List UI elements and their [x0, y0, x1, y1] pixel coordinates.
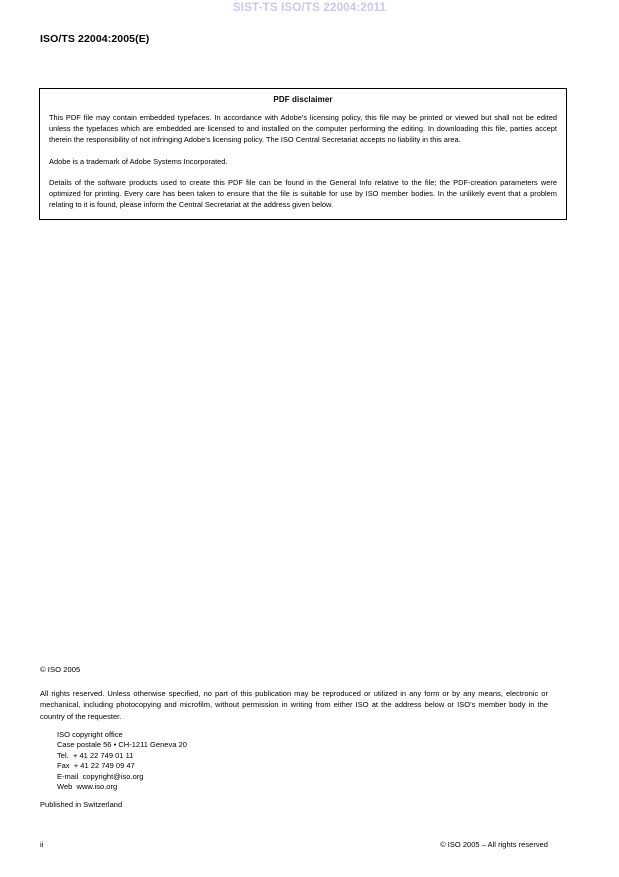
- pdf-disclaimer-heading: PDF disclaimer: [273, 95, 333, 104]
- document-title: ISO/TS 22004:2005(E): [40, 33, 150, 45]
- page-footer: [40, 840, 548, 849]
- pdf-disclaimer-box: [39, 88, 567, 220]
- office-email: E-mail copyright@iso.org: [57, 771, 144, 781]
- pdf-disclaimer-paragraph-3: Details of the software products used to create this PDF file can be found in the General Info relative to the file; the PDF-creation parameters were optimized for printing. Every care has been taken to ensure that the file is suitable for use by ISO member bodies. In the unlikely event that a problem relating to it is found, please inform the Central Secretariat at the address given below.: [49, 177, 557, 210]
- pdf-disclaimer-paragraph-1: This PDF file may contain embedded typefaces. In accordance with Adobe's licensing policy, this file may be printed or viewed but shall not be edited unless the typefaces which are embedded are licensed to and installed on the computer performing the editing. In downloading this file, parties accept therein the responsibility of not infringing Adobe's licensing policy. The ISO Central Secretariat accepts no liability in this area.: [49, 113, 557, 145]
- all-rights-reserved-statement: All rights reserved. Unless otherwise specified, no part of this publication may be reproduced or utilized in any form or by any means, electronic or mechanical, including photocopying and microfilm, without permission in writing from either ISO at the address below or ISO's member body in the country of the requester.: [40, 689, 548, 721]
- office-postal-address: Case postale 56 • CH-1211 Geneva 20: [57, 740, 187, 750]
- pdf-disclaimer-paragraph-2: Adobe is a trademark of Adobe Systems Incorporated.: [49, 156, 228, 166]
- copyright-notice: © ISO 2005: [40, 665, 81, 674]
- footer-rights-text: © ISO 2005 – All rights reserved: [440, 840, 548, 849]
- footer-page-number: ii: [40, 840, 44, 849]
- office-name: ISO copyright office: [57, 730, 123, 739]
- office-website: Web www.iso.org: [57, 782, 118, 792]
- published-in-statement: Published in Switzerland: [40, 800, 123, 809]
- office-telephone: Tel. + 41 22 749 01 11: [57, 750, 134, 760]
- watermark-header: SIST-TS ISO/TS 22004:2011: [232, 2, 387, 14]
- iso-copyright-office-address: [57, 730, 187, 792]
- office-fax: Fax + 41 22 749 09 47: [57, 761, 135, 771]
